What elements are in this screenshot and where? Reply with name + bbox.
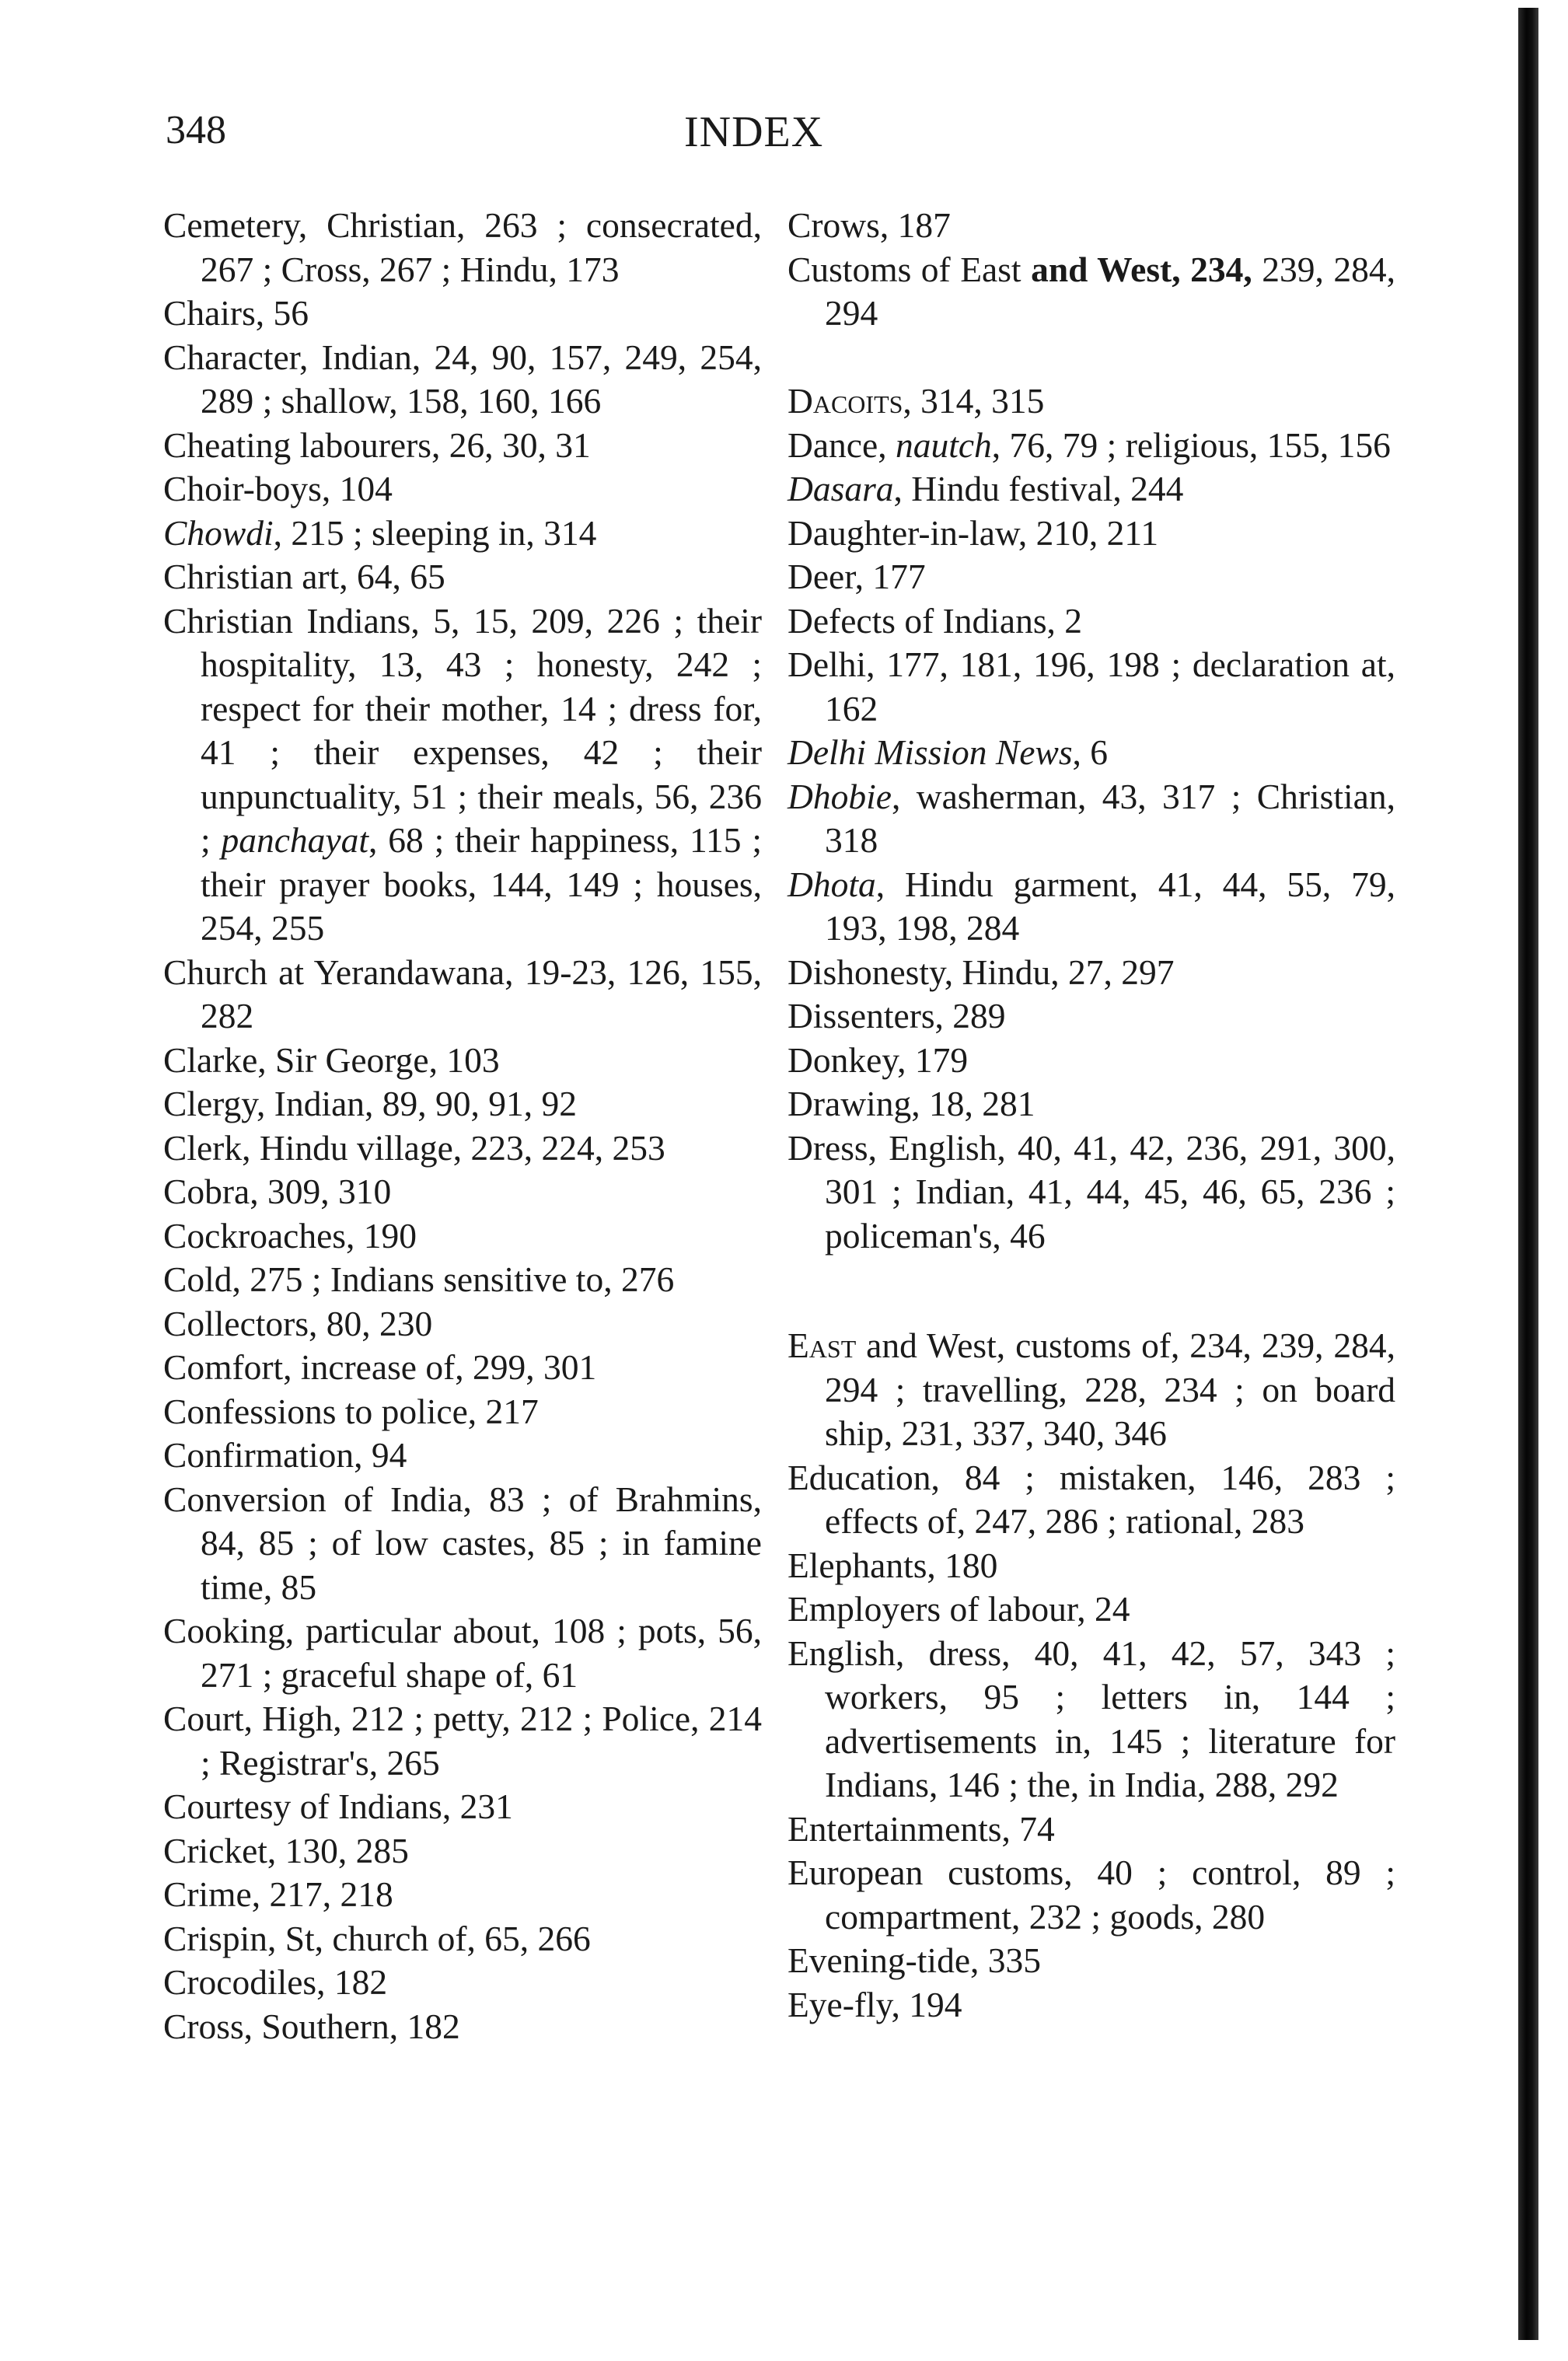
index-entry-text: Crispin, St, church of, 65, 266 bbox=[163, 1918, 591, 1958]
index-entry-text: Comfort, increase of, 299, 301 bbox=[163, 1347, 597, 1387]
index-entry-text: Education, 84 ; mistaken, 146, 283 ; effects of, 247, 286 ; rational, 283 bbox=[787, 1457, 1395, 1541]
index-entry bbox=[787, 1544, 1395, 1588]
index-entry-text: , Hindu festival, 244 bbox=[893, 469, 1184, 508]
index-entry-text: , washerman, 43, 317 ; Christian, 318 bbox=[825, 776, 1395, 860]
index-entry-text: panchayat bbox=[221, 820, 369, 860]
index-entry bbox=[163, 555, 762, 599]
page-title: INDEX bbox=[684, 108, 824, 156]
index-entry bbox=[787, 1039, 1395, 1083]
index-entry bbox=[163, 1170, 762, 1214]
index-entry bbox=[163, 1082, 762, 1126]
index-entry bbox=[163, 1917, 762, 1961]
index-entry-text: Dance, bbox=[787, 424, 896, 465]
index-entry bbox=[163, 1390, 762, 1434]
index-entry bbox=[163, 1478, 762, 1610]
index-entry bbox=[787, 1632, 1395, 1807]
index-entry bbox=[163, 204, 762, 292]
index-entry-text: Court, High, 212 ; petty, 212 ; Police, 214 ; Registrar's, 265 bbox=[163, 1699, 762, 1783]
index-entry bbox=[163, 1258, 762, 1302]
index-entry bbox=[163, 1039, 762, 1083]
index-entry-text: Christian art, 64, 65 bbox=[163, 557, 445, 596]
index-entry-text: Courtesy of Indians, 231 bbox=[163, 1786, 513, 1826]
index-entry-text: Clarke, Sir George, 103 bbox=[163, 1039, 500, 1080]
index-entry bbox=[787, 1851, 1395, 1939]
index-entry-text: , 68 ; their happiness, 115 ; their prayer books, 144, 149 ; houses, 254, 255 bbox=[201, 820, 762, 948]
index-entry bbox=[787, 1456, 1395, 1544]
index-entry bbox=[787, 731, 1395, 775]
index-entry bbox=[163, 951, 762, 1039]
index-entry-text: Chairs, 56 bbox=[163, 293, 309, 333]
index-entry-text: Daughter-in-law, 210, 211 bbox=[787, 512, 1159, 553]
page-number: 348 bbox=[166, 108, 226, 152]
index-entry-text: Elephants, 180 bbox=[787, 1545, 998, 1585]
index-entry bbox=[163, 336, 762, 424]
index-entry bbox=[163, 1302, 762, 1346]
index-entry-text: Dhobie bbox=[787, 776, 892, 816]
index-entry bbox=[787, 1807, 1395, 1852]
index-entry bbox=[163, 2005, 762, 2049]
index-entry-text: Eye-fly, 194 bbox=[787, 1984, 962, 2024]
index-entry-text: Chowdi bbox=[163, 512, 274, 553]
index-entry bbox=[787, 1126, 1395, 1259]
index-entry-text: , Hindu garment, 41, 44, 55, 79, 193, 198, 284 bbox=[825, 864, 1395, 948]
index-entry-text: Customs of East bbox=[787, 249, 1032, 289]
index-entry bbox=[787, 1082, 1395, 1126]
index-entry bbox=[787, 379, 1395, 424]
index-entry-text: Confirmation, 94 bbox=[163, 1435, 407, 1475]
index-entry bbox=[163, 1697, 762, 1785]
index-entry bbox=[787, 1324, 1395, 1456]
index-entry-text: Cobra, 309, 310 bbox=[163, 1172, 392, 1211]
index-entry-text: Crows, 187 bbox=[787, 205, 951, 245]
index-entry bbox=[787, 863, 1395, 951]
index-entry bbox=[787, 424, 1395, 468]
index-entry bbox=[163, 1785, 762, 1829]
index-entry bbox=[787, 467, 1395, 512]
page-edge-shadow bbox=[1518, 8, 1538, 2340]
index-entry bbox=[787, 775, 1395, 863]
index-entry-text: Cockroaches, 190 bbox=[163, 1215, 417, 1256]
index-entry bbox=[787, 951, 1395, 995]
index-entry-text: Crocodiles, 182 bbox=[163, 1962, 388, 2002]
index-entry-text: , 215 ; sleeping in, 314 bbox=[273, 512, 597, 553]
index-entry-text: Character, Indian, 24, 90, 157, 249, 254, 289 ; shallow, 158, 160, 166 bbox=[163, 337, 762, 421]
index-entry-text: Evening-tide, 335 bbox=[787, 1940, 1042, 1980]
index-entry bbox=[787, 1983, 1395, 2027]
index-entry bbox=[163, 292, 762, 336]
index-entry bbox=[787, 512, 1395, 556]
index-entry bbox=[163, 512, 762, 556]
index-entry-text: Dissenters, 289 bbox=[787, 996, 1006, 1036]
index-entry-text: Choir-boys, 104 bbox=[163, 469, 393, 508]
index-entry-text: Deer, 177 bbox=[787, 557, 926, 596]
index-entry-text: Conversion of India, 83 ; of Brahmins, 84, 85 ; of low castes, 85 ; in famine time, 85 bbox=[163, 1479, 762, 1607]
index-entry-text: Cricket, 130, 285 bbox=[163, 1830, 409, 1870]
index-entry-text: Cold, 275 ; Indians sensitive to, 276 bbox=[163, 1259, 675, 1299]
index-entry-text: Collectors, 80, 230 bbox=[163, 1303, 433, 1343]
index-entry-text: nautch bbox=[895, 424, 992, 465]
index-entry-text: Crime, 217, 218 bbox=[163, 1874, 393, 1914]
index-entry bbox=[787, 599, 1395, 644]
index-entry-text: Cooking, particular about, 108 ; pots, 56, 271 ; graceful shape of, 61 bbox=[163, 1611, 762, 1695]
index-entry-text: Cheating labourers, 26, 30, 31 bbox=[163, 424, 591, 465]
index-entry-text: Cross, Southern, 182 bbox=[163, 2006, 460, 2046]
index-entry bbox=[787, 643, 1395, 731]
index-entry bbox=[787, 994, 1395, 1039]
index-entry-text: European customs, 40 ; control, 89 ; compartment, 232 ; goods, 280 bbox=[787, 1853, 1395, 1937]
index-entry-text: Dasara bbox=[787, 469, 894, 508]
index-entry bbox=[163, 1829, 762, 1874]
index-entry bbox=[163, 1961, 762, 2005]
index-entry-text: Dress, English, 40, 41, 42, 236, 291, 300, 301 ; Indian, 41, 44, 45, 46, 65, 236 ; policeman's, 46 bbox=[787, 1127, 1395, 1256]
index-entry bbox=[163, 599, 762, 951]
index-column-left bbox=[163, 204, 762, 2048]
index-entry-text: Dishonesty, Hindu, 27, 297 bbox=[787, 952, 1175, 992]
index-column-right bbox=[787, 204, 1395, 2027]
index-entry bbox=[163, 424, 762, 468]
index-entry-text: Delhi, 177, 181, 196, 198 ; declaration at, 162 bbox=[787, 644, 1395, 728]
index-entry-text: Entertainments, 74 bbox=[787, 1808, 1055, 1849]
index-entry bbox=[787, 204, 1395, 248]
index-entry-text: Cemetery, Christian, 263 ; consecrated, 267 ; Cross, 267 ; Hindu, 173 bbox=[163, 205, 762, 289]
index-entry-text: Drawing, 18, 281 bbox=[787, 1084, 1035, 1123]
index-entry bbox=[787, 555, 1395, 599]
index-entry bbox=[163, 467, 762, 512]
index-entry-text: Dacoits bbox=[787, 381, 903, 421]
index-entry bbox=[787, 1939, 1395, 1983]
index-entry bbox=[163, 1126, 762, 1171]
index-entry-text: Confessions to police, 217 bbox=[163, 1391, 539, 1431]
index-entry-text: Dhota bbox=[787, 864, 876, 904]
index-entry-text: Delhi Mission News bbox=[787, 732, 1073, 772]
index-entry bbox=[787, 1587, 1395, 1632]
index-entry-text: Donkey, 179 bbox=[787, 1039, 969, 1080]
index-entry bbox=[163, 1873, 762, 1917]
index-entry-text: Clerk, Hindu village, 223, 224, 253 bbox=[163, 1127, 665, 1168]
index-entry bbox=[163, 1346, 762, 1390]
index-entry-text: Employers of labour, 24 bbox=[787, 1589, 1130, 1629]
index-entry bbox=[787, 248, 1395, 336]
index-entry-text: Christian Indians, 5, 15, 209, 226 ; their hospitality, 13, 43 ; honesty, 242 ; respect for their mother, 14 ; dress for, 41 ; their expenses, 42 ; their unpunctuality, 51 ; their meals, 56, 236 ; bbox=[163, 600, 762, 860]
index-entry-text: 239, 284, 294 bbox=[825, 249, 1395, 333]
index-entry-text: Clergy, Indian, 89, 90, 91, 92 bbox=[163, 1084, 578, 1123]
index-entry bbox=[163, 1609, 762, 1697]
index-entry bbox=[163, 1434, 762, 1478]
index-entry-text: Church at Yerandawana, 19-23, 126, 155, 282 bbox=[163, 952, 762, 1036]
index-entry-text: Defects of Indians, 2 bbox=[787, 600, 1083, 641]
index-entry bbox=[163, 1214, 762, 1259]
index-entry-text: and West, customs of, 234, 239, 284, 294 ; travelling, 228, 234 ; on board ship, 231, 337, 340, 346 bbox=[825, 1325, 1395, 1453]
index-entry-text: , 6 bbox=[1072, 732, 1109, 772]
index-entry-text: , 76, 79 ; religious, 155, 156 bbox=[991, 424, 1391, 465]
index-entry-text: and West, 234, bbox=[1031, 249, 1252, 289]
index-entry-text: English, dress, 40, 41, 42, 57, 343 ; workers, 95 ; letters in, 144 ; advertisements in, 145 ; literature for Indians, 146 ; the, in India, 288, 292 bbox=[787, 1633, 1395, 1804]
index-entry-text: East bbox=[787, 1325, 857, 1365]
index-entry-text: , 314, 315 bbox=[903, 381, 1045, 421]
